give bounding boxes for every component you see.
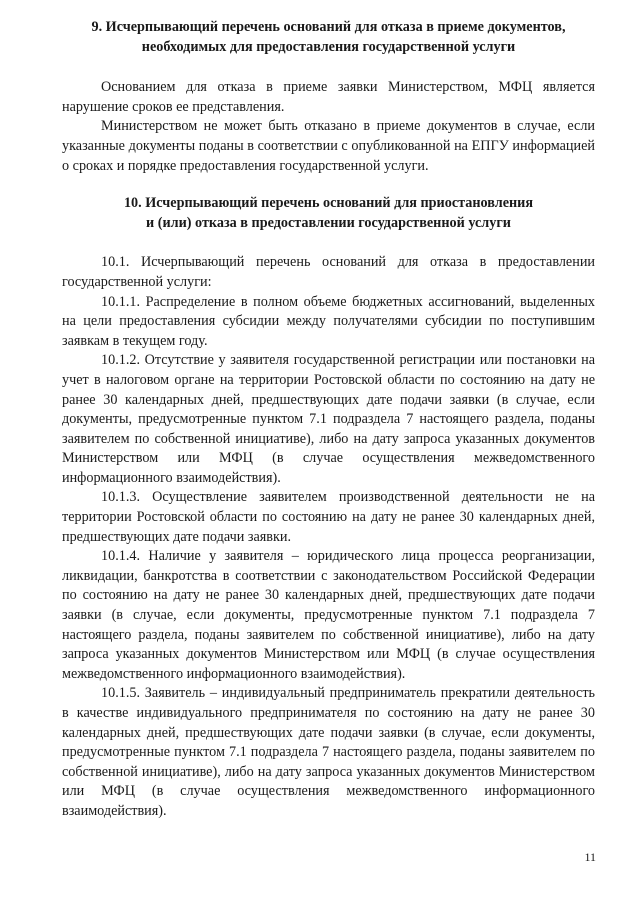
document-page xyxy=(62,18,595,822)
section-9-heading: 9. Исчерпывающий перечень оснований для отказа в приеме документов, необходимых для предоставления государственной услуги xyxy=(91,19,566,55)
page-number: 11 xyxy=(584,850,596,864)
section-10-heading: 10. Исчерпывающий перечень оснований для приостановления и (или) отказа в предоставлении государственной услуги xyxy=(123,195,534,231)
section-10-paragraph: 10.1.1. Распределение в полном объеме бюджетных ассигнований, выделенных на цели предоставления субсидии между получателями субсидии по поступившим заявкам в текущем году. xyxy=(62,293,595,349)
section-10-paragraph: 10.1. Исчерпывающий перечень оснований для отказа в предоставлении государственной услуги: xyxy=(62,254,595,290)
section-10-paragraph: 10.1.2. Отсутствие у заявителя государственной регистрации или постановки на учет в налоговом органе на территории Ростовской области по состоянию на дату не ранее 30 календарных дней, предшествующих дате подачи заявки (в случае, если документы, предусмотренные пунктом 7.1 подраздела 7 настоящего раздела, поданы заявителем по собственной инициативе), либо на дату запроса указанных документов Министерством или МФЦ (в случае осуществления межведомственного информационного взаимодействия). xyxy=(62,352,595,486)
section-10-paragraph: 10.1.4. Наличие у заявителя – юридического лица процесса реорганизации, ликвидации, банкротства в соответствии с законодательством Российской Федерации по состоянию на дату не ранее 30 календарных дней, предшествующих дате подачи заявки (в случае, если документы, предусмотренные пунктом 7.1 подраздела 7 настоящего раздела, поданы заявителем по собственной инициативе), либо на дату запроса указанных документов Министерством или МФЦ (в случае осуществления межведомственного информационного взаимодействия). xyxy=(62,548,595,682)
section-9-paragraph: Министерством не может быть отказано в приеме документов в случае, если указанные документы поданы в соответствии с опубликованной на ЕПГУ информацией о сроках и порядке предоставления государственной услуги. xyxy=(62,118,595,174)
section-10-paragraph: 10.1.5. Заявитель – индивидуальный предприниматель прекратили деятельность в качестве индивидуального предпринимателя по состоянию на дату не ранее 30 календарных дней, предшествующих дате подачи заявки (в случае, если документы, предусмотренные пунктом 7.1 подраздела 7 настоящего раздела, поданы заявителем по собственной инициативе), либо на дату запроса указанных документов Министерством или МФЦ (в случае осуществления межведомственного информационного взаимодействия). xyxy=(62,685,595,819)
section-9-paragraph: Основанием для отказа в приеме заявки Министерством, МФЦ является нарушение сроков ее представления. xyxy=(62,79,595,115)
section-10-paragraph: 10.1.3. Осуществление заявителем производственной деятельности не на территории Ростовской области по состоянию на дату не ранее 30 календарных дней, предшествующих дате подачи заявки. xyxy=(62,489,595,545)
